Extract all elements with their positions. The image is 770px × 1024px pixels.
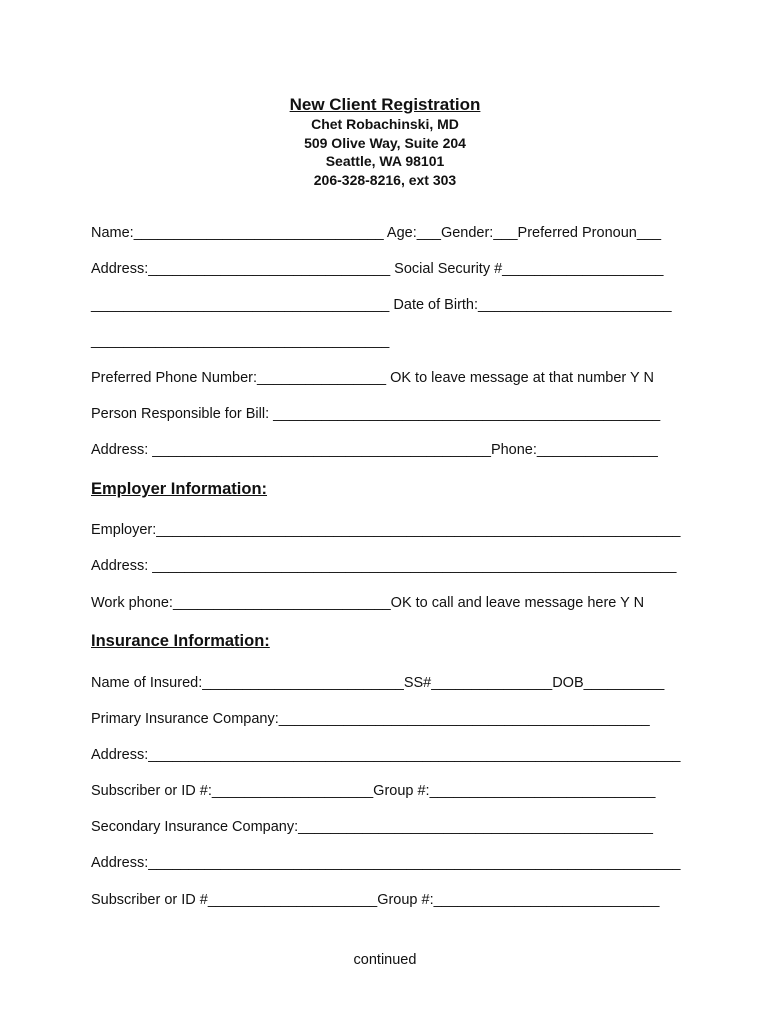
secondary-insurance-field[interactable]: Secondary Insurance Company:____________________________________________ (91, 819, 653, 835)
preferred-phone-field[interactable]: Preferred Phone Number:________________ OK to leave message at that number Y N (91, 370, 654, 386)
secondary-subscriber-group-field[interactable]: Subscriber or ID #_____________________Group #:____________________________ (91, 892, 660, 908)
employer-address-field[interactable]: Address: _________________________________________________________________ (91, 558, 677, 574)
address-continued-field[interactable]: _____________________________________ (91, 333, 390, 349)
employer-section-heading: Employer Information: (91, 480, 268, 498)
office-address-line1: 509 Olive Way, Suite 204 (304, 134, 466, 151)
responsible-party-field[interactable]: Person Responsible for Bill: ________________________________________________ (91, 406, 661, 422)
insurance-section-heading: Insurance Information: (91, 632, 270, 650)
doctor-name: Chet Robachinski, MD (311, 116, 459, 132)
name-age-gender-field[interactable]: Name:_______________________________ Age:___Gender:___Preferred Pronoun___ (91, 225, 662, 241)
responsible-address-phone-field[interactable]: Address: __________________________________________Phone:_______________ (91, 442, 658, 458)
address-ssn-field[interactable]: Address:______________________________ Social Security #____________________ (91, 261, 664, 277)
primary-insurance-address-field[interactable]: Address:__________________________________________________________________ (91, 747, 681, 763)
form-title: New Client Registration (289, 95, 481, 114)
office-phone: 206-328-8216, ext 303 (313, 171, 457, 188)
continued-note: continued (353, 952, 417, 968)
form-header (0, 95, 770, 189)
employer-field[interactable]: Employer:_________________________________________________________________ (91, 522, 681, 538)
primary-insurance-field[interactable]: Primary Insurance Company:______________________________________________ (91, 711, 650, 727)
office-address-line2: Seattle, WA 98101 (325, 153, 445, 169)
address-dob-field[interactable]: _____________________________________ Date of Birth:________________________ (91, 297, 672, 313)
secondary-insurance-address-field[interactable]: Address:__________________________________________________________________ (91, 855, 681, 871)
work-phone-field[interactable]: Work phone:___________________________OK to call and leave message here Y N (91, 595, 645, 611)
primary-subscriber-group-field[interactable]: Subscriber or ID #:____________________Group #:____________________________ (91, 783, 656, 799)
insured-name-field[interactable]: Name of Insured:_________________________SS#_______________DOB__________ (91, 675, 665, 691)
